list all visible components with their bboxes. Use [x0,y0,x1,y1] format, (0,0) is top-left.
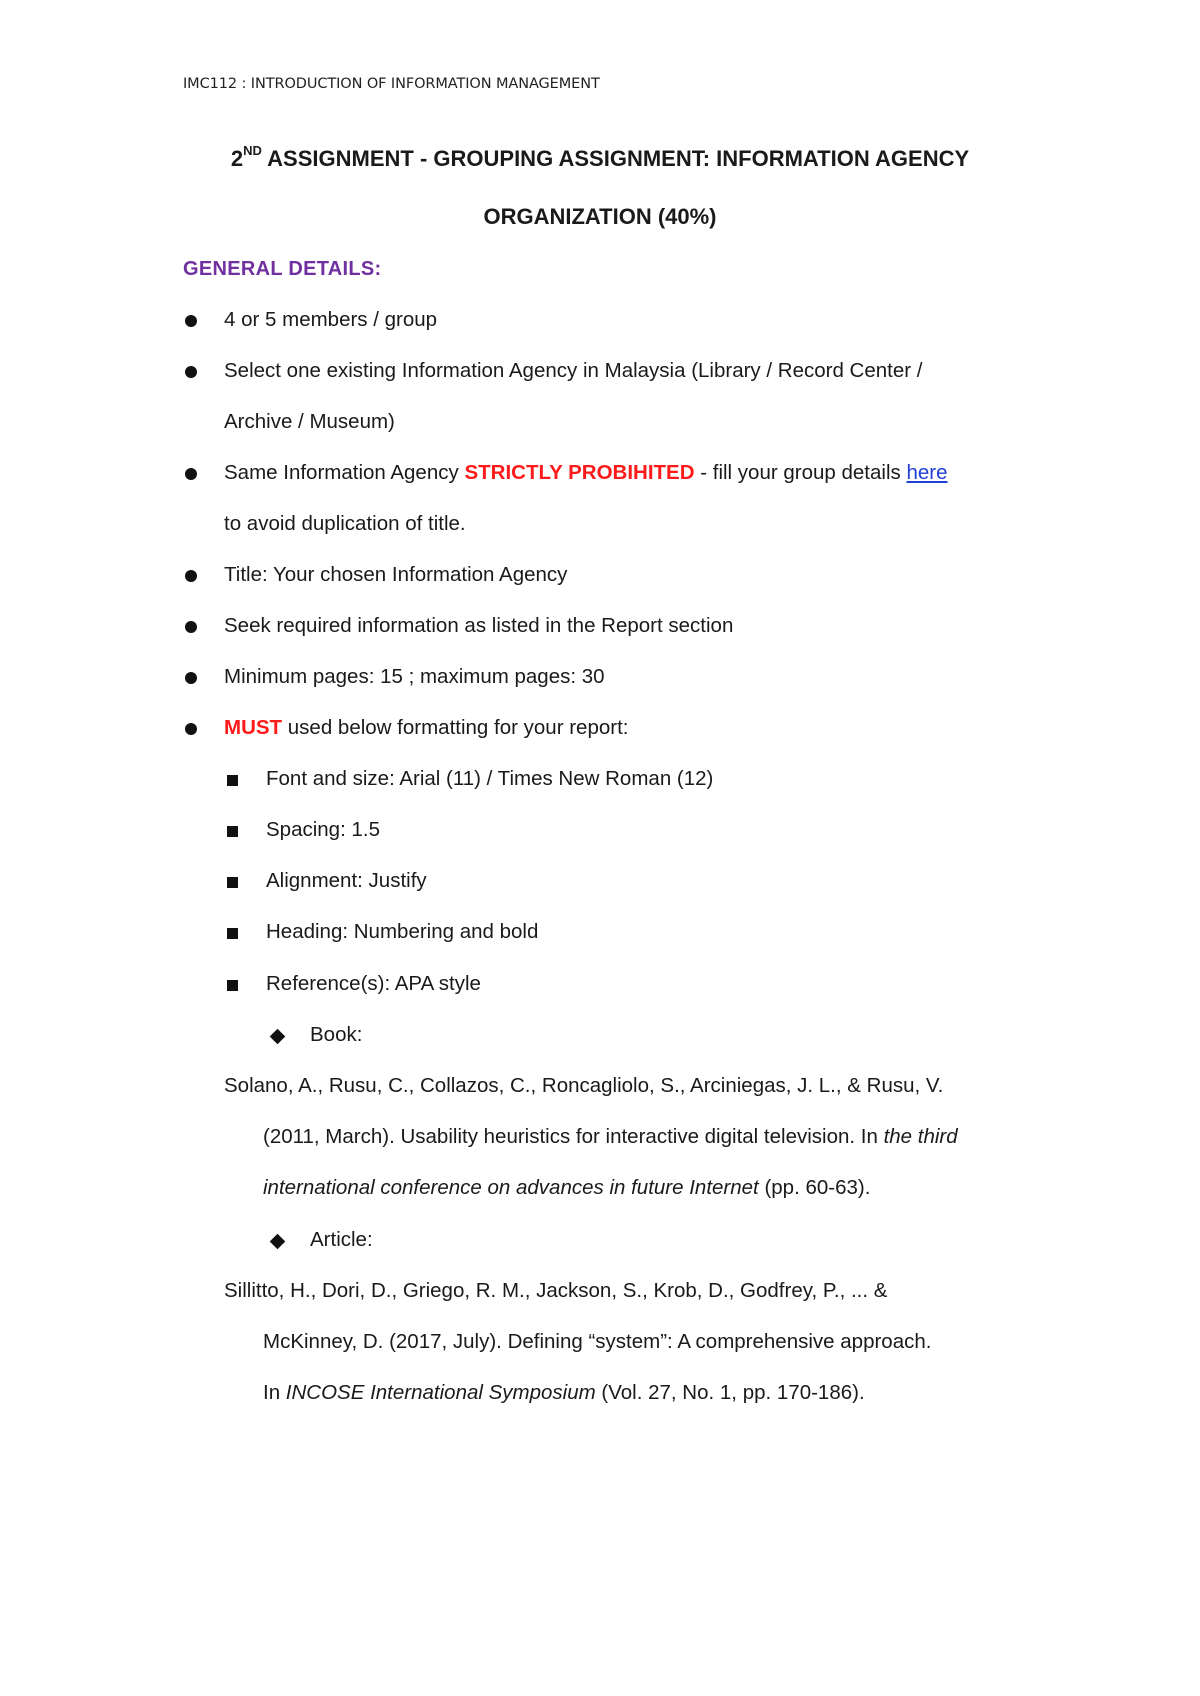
bullet-text: 4 or 5 members / group [224,308,438,331]
book-reference-line-1: Solano, A., Rusu, C., Collazos, C., Roncagliolo, S., Arciniegas, J. L., & Rusu, V. [224,1074,944,1097]
page-header: IMC112 : INTRODUCTION OF INFORMATION MANAGEMENT [183,76,600,92]
assignment-title-line-1 [0,143,1200,172]
book-reference-line-2 [263,1125,958,1149]
must-warning: MUST [224,716,283,739]
book-reference-line-3 [263,1176,870,1200]
strictly-prohibited-warning: STRICTLY PROBIHITED [464,461,695,484]
group-details-link[interactable]: here [906,461,948,484]
bullet-dot-icon [185,366,197,378]
diamond-bullet-icon [270,1029,286,1045]
reference-text-segment: (2011, March). Usability heuristics for interactive digital television. In [263,1125,884,1148]
bullet-text: Minimum pages: 15 ; maximum pages: 30 [224,665,605,688]
bullet-dot-icon [185,723,197,735]
book-label: Book: [310,1023,363,1046]
format-item: Alignment: Justify [266,869,427,892]
bullet-text: Title: Your chosen Information Agency [224,563,568,586]
reference-text-segment: (pp. 60-63). [758,1176,871,1199]
bullet-dot-icon [185,468,197,480]
article-reference-line-1: Sillitto, H., Dori, D., Griego, R. M., Jackson, S., Krob, D., Godfrey, P., ... & [224,1279,888,1302]
bullet-text-segment: Same Information Agency [224,461,465,484]
article-label: Article: [310,1228,373,1251]
bullet-text [224,716,628,740]
bullet-text [224,461,948,485]
bullet-dot-icon [185,570,197,582]
format-item: Spacing: 1.5 [266,818,380,841]
bullet-text: Seek required information as listed in the Report section [224,614,734,637]
diamond-bullet-icon [270,1234,286,1250]
square-bullet-icon [227,928,238,939]
format-item: Font and size: Arial (11) / Times New Roman (12) [266,767,714,790]
title-line-1-text: ASSIGNMENT - GROUPING ASSIGNMENT: INFORMATION AGENCY [261,146,970,171]
reference-text-segment: (Vol. 27, No. 1, pp. 170-186). [595,1381,865,1404]
reference-text-segment: In [263,1381,286,1404]
square-bullet-icon [227,877,238,888]
reference-italic-segment: international conference on advances in future Internet [263,1176,759,1199]
bullet-text-continued: to avoid duplication of title. [224,512,466,535]
bullet-dot-icon [185,315,197,327]
assignment-title-line-2: ORGANIZATION (40%) [483,204,717,229]
article-reference-line-2: McKinney, D. (2017, July). Defining “system”: A comprehensive approach. [263,1330,932,1353]
bullet-text-segment: - fill your group details [694,461,907,484]
square-bullet-icon [227,826,238,837]
bullet-text-continued: Archive / Museum) [224,410,395,433]
bullet-text-segment: used below formatting for your report: [282,716,629,739]
format-item: Heading: Numbering and bold [266,920,539,943]
square-bullet-icon [227,980,238,991]
title-superscript: ND [243,143,262,158]
bullet-text: Select one existing Information Agency in Malaysia (Library / Record Center / [224,359,923,382]
general-details-heading: GENERAL DETAILS: [183,258,382,280]
bullet-dot-icon [185,672,197,684]
title-prefix: 2 [230,146,244,171]
reference-italic-segment: INCOSE International Symposium [285,1381,596,1404]
format-item: Reference(s): APA style [266,972,481,995]
bullet-dot-icon [185,621,197,633]
reference-italic-segment: the third [883,1125,958,1148]
square-bullet-icon [227,775,238,786]
article-reference-line-3 [263,1381,865,1405]
